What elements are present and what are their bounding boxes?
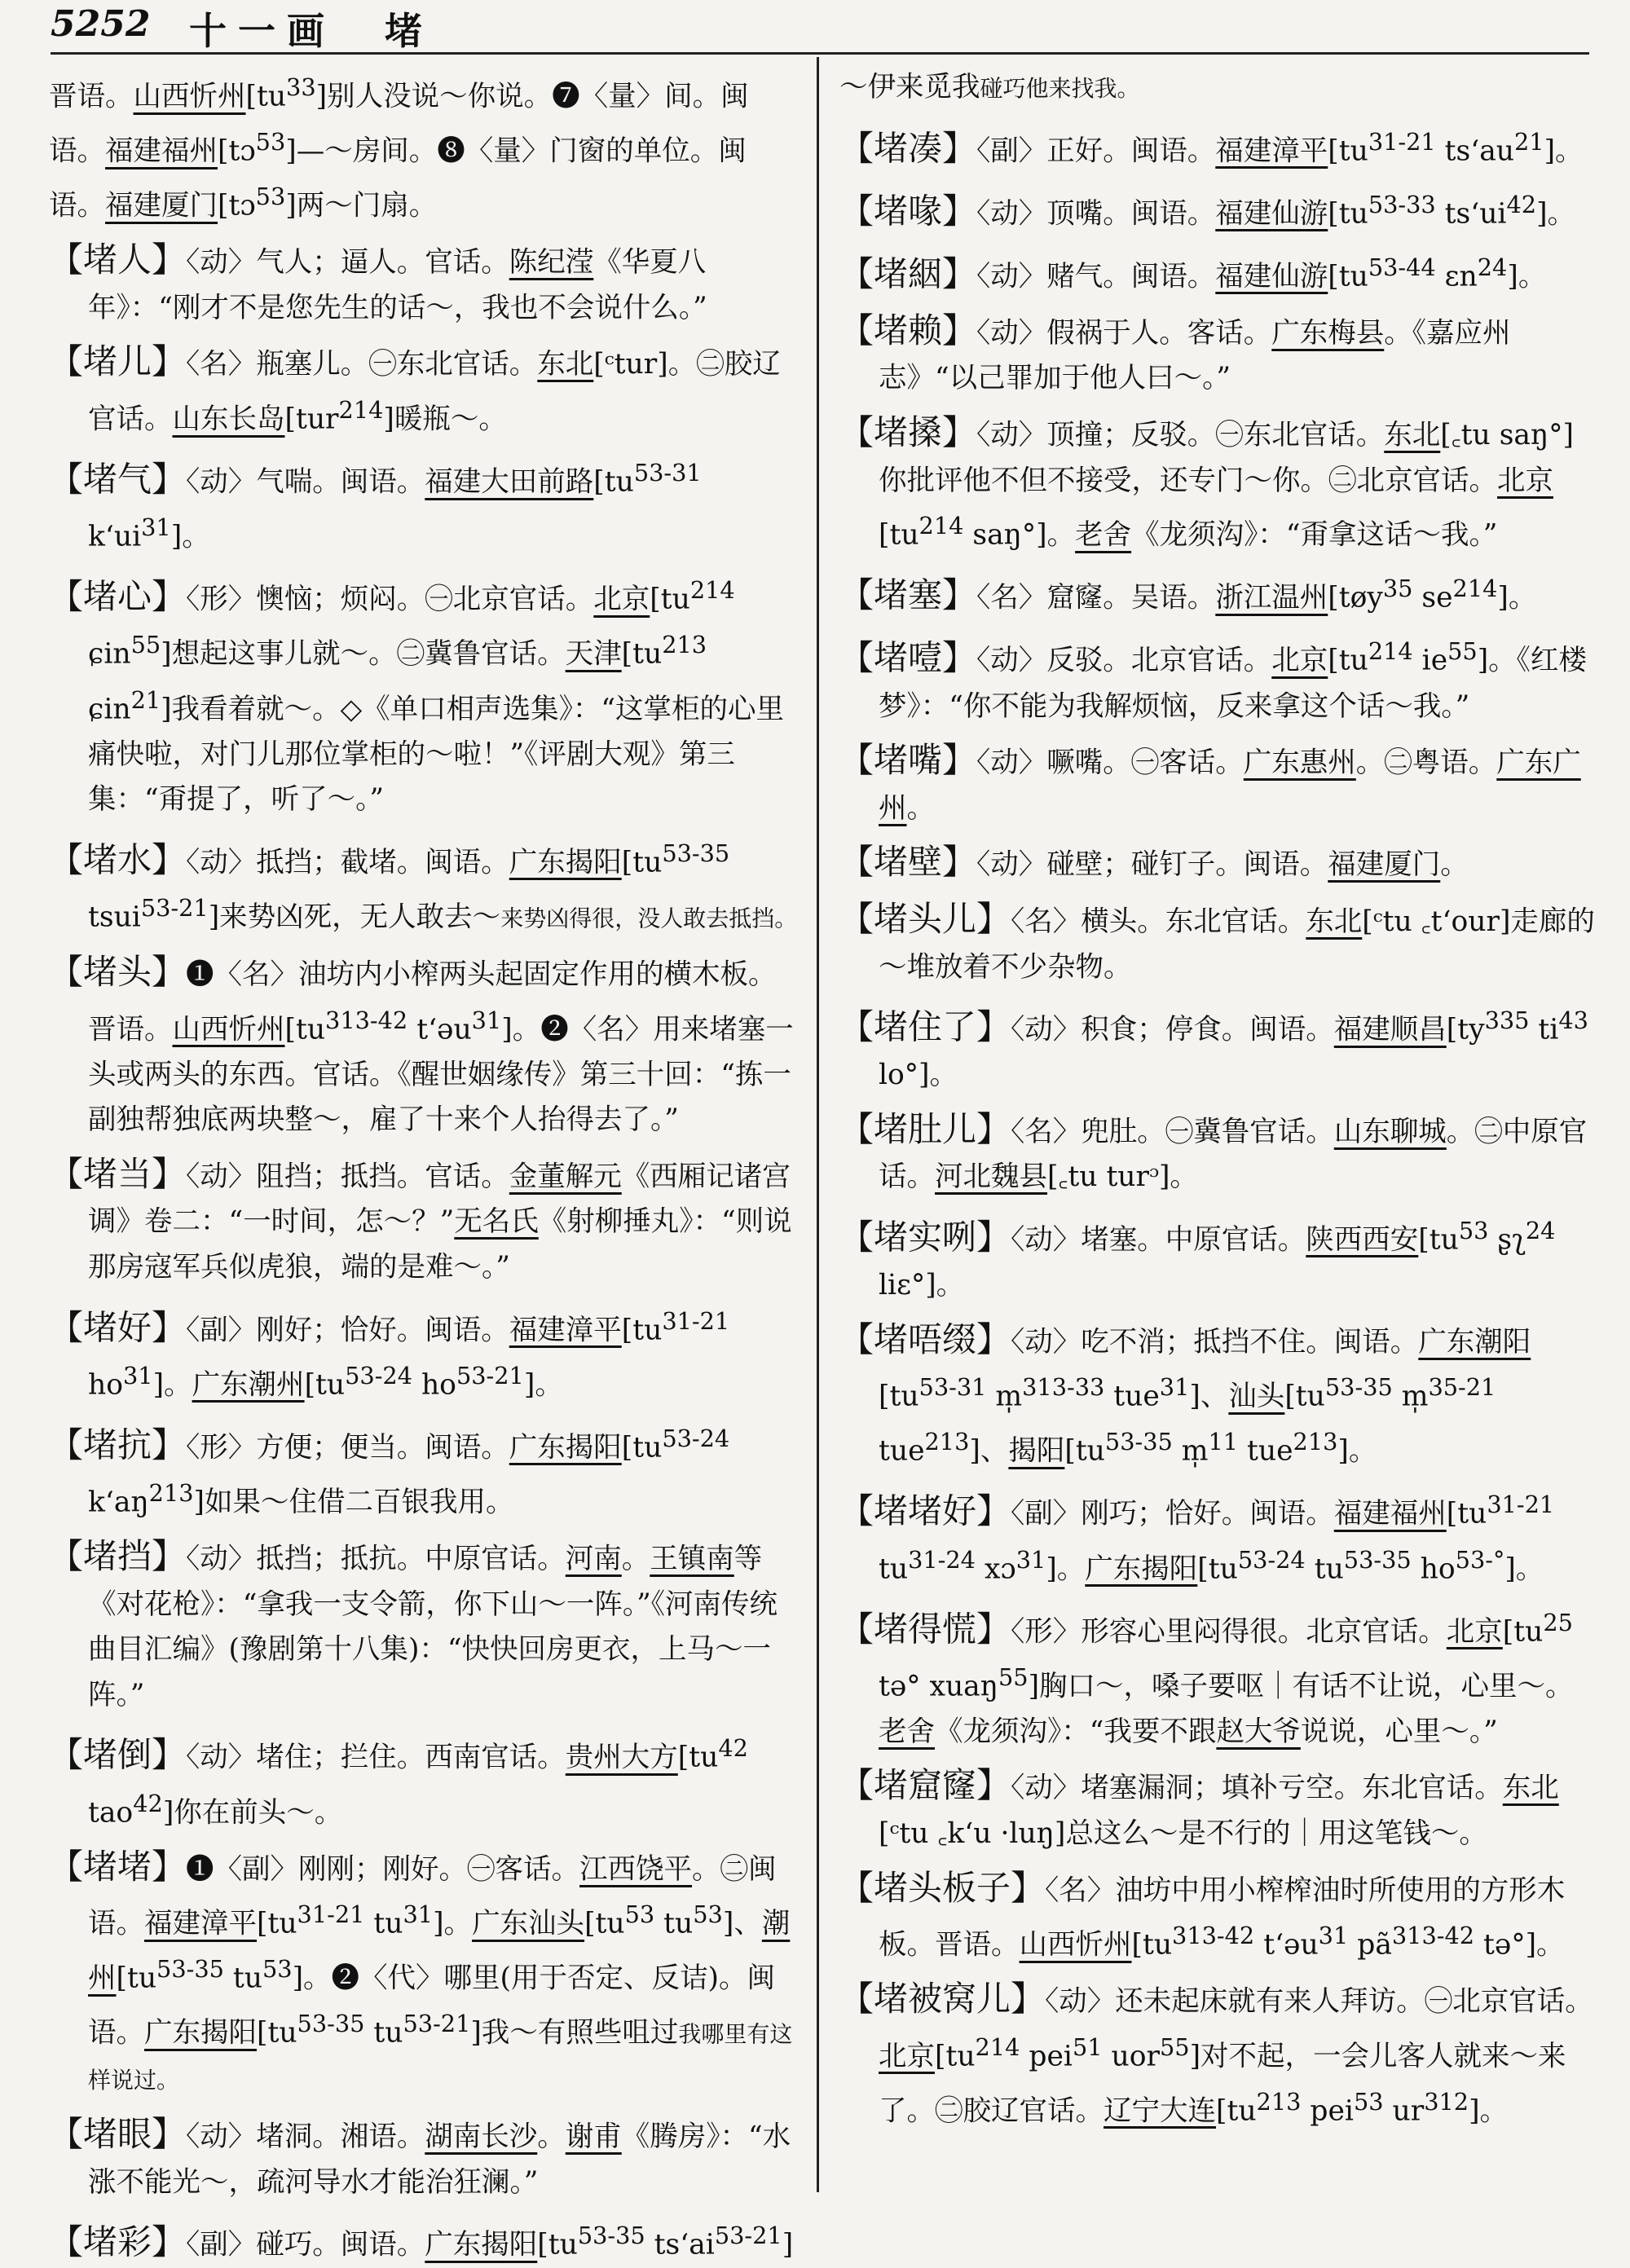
dictionary-entry-duer: 【堵儿】〈名〉瓶塞儿。㊀东北官话。东北[ᶜtur]。㊁胶辽官话。山东长岛[tur$^{214}$]暖瓶～。 bbox=[49, 341, 781, 436]
continued-entry: ～伊来觅我碰巧他来找我。 bbox=[839, 71, 1140, 103]
dictionary-entry-dushui: 【堵水】〈动〉抵挡；截堵。闽语。广东揭阳[$tu^{53-35}$ tsui$^{53-21}$]来势凶死，无人敢去～来势凶得很，没人敢去抵挡。 bbox=[49, 839, 798, 934]
dictionary-entry-duqi: 【堵气】〈动〉气喘。闽语。福建大田前路[$tu^{53-31}$ $k‘ui^{31}$]。 bbox=[49, 459, 702, 553]
column-divider bbox=[817, 57, 819, 2192]
dictionary-entry-dutoubanzi: 【堵头板子】〈名〉油坊中用小榨榨油时所使用的方形木板。晋语。山西忻州[$tu^{313-42}$ t‘əu$^{31}$ $pã^{313-42}$ tə°]。 bbox=[839, 1867, 1566, 1962]
dictionary-entry-dubeiwoer: 【堵被窝儿】〈动〉还未起床就有来人拜访。㊀北京官话。北京[$tu^{214}$ pei$^{51}$ uor$^{55}$]对不起，一会儿客人就来～来了。㊁胶辽官话。辽宁大连[$tu^{213}$ pei$^{53}$ $ur^{312}$]。 bbox=[839, 1979, 1593, 2128]
dictionary-entry-duren: 【堵人】〈动〉气人；逼人。官话。陈纪滢《华夏八年》：“刚才不是您先生的话～，我也不会说什么。” bbox=[49, 240, 707, 324]
left-column bbox=[49, 65, 799, 2262]
dictionary-entry-dulai: 【堵赖】〈动〉假祸于人。客话。广东梅县。《嘉应州志》“以己罪加于他人曰～。” bbox=[839, 310, 1511, 395]
running-head: 十一画 堵 bbox=[189, 9, 434, 53]
dictionary-entry-duduer: 【堵肚儿】〈名〉兜肚。㊀冀鲁官话。山东聊城。㊁中原官话。河北魏县[꜀tu turᵓ]。 bbox=[839, 1108, 1588, 1194]
dictionary-entry-dukang: 【堵抗】〈形〉方便；便当。闽语。广东揭阳[$tu^{53-24}$ $k‘aŋ^{213}$]如果～住借二百银我用。 bbox=[49, 1424, 730, 1519]
dictionary-entry-dubi: 【堵壁】〈动〉碰壁；碰钉子。闽语。福建厦门。 bbox=[839, 842, 1469, 883]
dictionary-entry-dudang2: 【堵挡】〈动〉抵挡；抵抗。中原官话。河南。王镇南等《对花枪》：“拿我一支令箭，你下山～一阵。”《河南传统曲目汇编》(豫剧第十八集)：“快快回房更衣，上马～一阵。” bbox=[49, 1536, 778, 1711]
dictionary-entry-dushilie: 【堵实咧】〈动〉堵塞。中原官话。陕西西安[$tu^{53}$ ʂʅ$^{24}$ liɛ°]。 bbox=[839, 1216, 1556, 1302]
dictionary-entry-duye: 【堵噎】〈动〉反驳。北京官话。北京[$tu^{214}$ $ie^{55}$]。《红楼梦》：“你不能为我解烦恼，反来拿这个话～我。” bbox=[839, 637, 1587, 723]
dictionary-entry-duyan: 【堵眼】〈动〉堵洞。湘语。湖南长沙。谢甫《腾房》：“水涨不能光～，疏河导水才能治狂澜。” bbox=[49, 2114, 791, 2199]
page-header bbox=[51, 0, 1589, 55]
dictionary-entry-duhao: 【堵好】〈副〉刚好；恰好。闽语。福建漳平[$tu^{31-21}$ $ho^{31}$]。广东潮州[$tu^{53-24}$ $ho^{53-21}$]。 bbox=[49, 1306, 730, 1402]
right-column bbox=[839, 65, 1597, 2184]
dictionary-entry-duwuzhui: 【堵唔缀】〈动〉吃不消；抵挡不住。闽语。广东潮阳[$tu^{53-31}$ m̩$^{313-33}$ tue$^{31}$]、汕头[$tu^{53-35}$ m̩$^{35-21}$ tue$^{213}$]、揭阳[$tu^{53-35}$ m̩$^{11}$ tue$^{213}$]。 bbox=[839, 1319, 1531, 1468]
dictionary-entry-dutouer: 【堵头儿】〈名〉横头。东北官话。东北[ᶜtu ꜀t‘our]走廊的～堆放着不少杂物。 bbox=[839, 898, 1595, 984]
dictionary-entry-duduhao: 【堵堵好】〈副〉刚巧；恰好。闽语。福建福州[$tu^{31-21}$ $tu^{31-24}$ xɔ$^{31}$]。广东揭阳[$tu^{53-24}$ $tu^{53-35}$ $ho^{53-^\circ}$]。 bbox=[839, 1491, 1555, 1586]
dictionary-entry-dudu: 【堵堵】❶〈副〉刚刚；刚好。㊀客话。江西饶平。㊁闽语。福建漳平[$tu^{31-21}$ $tu^{31}$]。广东汕头[$tu^{53}$ $tu^{53}$]、潮州[$tu^{53-35}$ $tu^{53}$]。❷〈代〉哪里(用于否定、反诘)。闽语。广东揭阳[$tu^{53-35}$ $tu^{53-21}$]我～有照些咀过我哪里有这样说过。 bbox=[49, 1846, 793, 2094]
dictionary-entry-dudao: 【堵倒】〈动〉堵住；拦住。西南官话。贵州大方[$tu^{42}$ tao$^{42}$]你在前头～。 bbox=[49, 1734, 748, 1829]
dictionary-entry-dutou: 【堵头】❶〈名〉油坊内小榨两头起固定作用的横木板。晋语。山西忻州[$tu^{313-42}$ t‘əu$^{31}$]。❷〈名〉用来堵塞一头或两头的东西。官话。《醒世姻缘传》第三十回：“拣一副独帮独底两块整～，雇了十来个人抬得去了。” bbox=[49, 952, 794, 1137]
dictionary-entry-ducai: 【堵彩】〈副〉碰巧。闽语。广东揭阳[$tu^{53-35}$ $ts‘ai^{53-21}$] bbox=[49, 2222, 794, 2262]
continued-entry: 晋语。山西忻州$[tu^{33}]$别人没说～你说。❼〈量〉间。闽语。福建福州[tɔ$^{53}$]—～房间。❽〈量〉门窗的单位。闽语。福建厦门[tɔ$^{53}$]两～门扇。 bbox=[49, 73, 749, 222]
dictionary-entry-dusang: 【堵搡】〈动〉顶撞；反驳。㊀东北官话。东北[꜀tu saŋ°]你批评他不但不接受，还专门～你。㊁北京官话。北京[$tu^{214}$ saŋ°]。老舍《龙须沟》：“甭拿这话～我。” bbox=[839, 412, 1574, 552]
dictionary-entry-ducou: 【堵凑】〈副〉正好。闽语。福建漳平[$tu^{31-21}$ $ts‘au^{21}$]。 bbox=[839, 127, 1584, 169]
dictionary-entry-dudang: 【堵当】〈动〉阻挡；抵挡。官话。金董解元《西厢记诸宫调》卷二：“一时间，怎～？”无名氏《射柳捶丸》：“则说那房寇军兵似虎狼，端的是难～。” bbox=[49, 1153, 792, 1284]
dictionary-entry-duxin: 【堵心】〈形〉懊恼；烦闷。㊀北京官话。北京[$tu^{214}$ ɕin$^{55}$]想起这事儿就～。㊁冀鲁官话。天津[$tu^{213}$ ɕin$^{21}$]我看着就～。◇《单口相声选集》：“这掌柜的心里痛快啦，对门儿那位掌柜的～啦！”《评剧大观》第三集：“甭提了，听了～。” bbox=[49, 576, 785, 817]
page-number: 5252 bbox=[51, 3, 151, 45]
dictionary-entry-duhui: 【堵喙】〈动〉顶嘴。闽语。福建仙游[$tu^{53-33}$ $ts‘ui^{42}$]。 bbox=[839, 190, 1576, 231]
dictionary-entry-dusai: 【堵塞】〈名〉窟窿。吴语。浙江温州[tøy$^{35}$ $se^{214}$]。 bbox=[839, 575, 1537, 615]
dictionary-entry-dudehuang: 【堵得慌】〈形〉形容心里闷得很。北京官话。北京[$tu^{25}$ tə° xuaŋ$^{55}$]胸口～，嗓子要呕｜有话不让说，心里～。老舍《龙须沟》：“我要不跟赵大爷说说，心里～。” bbox=[839, 1608, 1574, 1748]
dictionary-entry-duyin: 【堵絪】〈动〉赌气。闽语。福建仙游[$tu^{53-44}$ ɛn$^{24}$]。 bbox=[839, 253, 1547, 294]
dictionary-entry-duzui: 【堵嘴】〈动〉噘嘴。㊀客话。广东惠州。㊁粤语。广东广州。 bbox=[839, 740, 1581, 825]
dictionary-entry-duzhule: 【堵住了】〈动〉积食；停食。闽语。福建顺昌[$ty^{335}$ $ti^{43}$ lo°]。 bbox=[839, 1006, 1588, 1092]
dictionary-entry-dukulong: 【堵窟窿】〈动〉堵塞漏洞；填补亏空。东北官话。东北[ᶜtu ꜀k‘u ·luŋ]总这么～是不行的｜用这笔钱～。 bbox=[839, 1765, 1559, 1850]
